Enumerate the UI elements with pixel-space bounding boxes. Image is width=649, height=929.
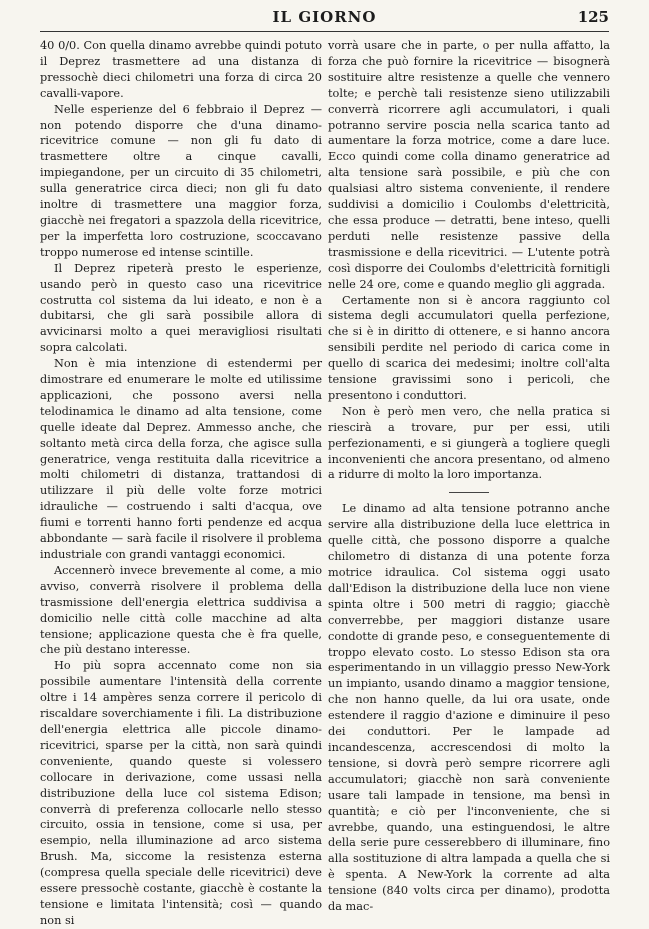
paragraph: Nelle esperienze del 6 febbraio il Deprez — non potendo disporre che d'una dinamo-ricevitrice comune — non gli fu dato di trasmettere oltre a cinque cavalli, impiegandone, per un circuito di 35 chilometri, sulla generatrice circa dieci; non gli fu dato inoltre di trasmettere una maggior forza, giacchè nei fregatori a spazzola della ricevitrice, per la imperfetta loro costruzione, scoccavano troppo numerose ed intense scintille. [40, 102, 322, 259]
running-title: IL GIORNO [272, 8, 377, 26]
paragraph: Ho più sopra accennato come non sia possibile aumentare l'intensità della corrente oltre i 14 ampères senza correre il pericolo di riscaldare soverchiamente i fili. La distribuzione dell'energia elettrica alle piccole dinamo-ricevitrici, sparse per la città, non sarà quindi conveniente, quando queste si volessero collocare in derivazione, come ussasi nella distribuzione della luce col sistema Edison; converrà di preferenza collocarle nello stesso circuito, ossia in tensione, come si usa, per esempio, nella illuminazione ad arco sistema Brush. Ma, siccome la resistenza esterna (compresa quella speciale delle ricevitrici) deve essere pressochè costante, giacchè è costante la tensione e limitata l'intensità; così — quando non si [40, 659, 322, 927]
paragraph: Certamente non si è ancora raggiunto col sistema degli accumulatori quella perfezione, che si è in diritto di ottenere, e si hanno ancora sensibili perdite nel periodo di carica come in quello di scarica dei medesimi; inoltre coll'alta tensione gravissimi sono i pericoli, che presentono i conduttori. [328, 293, 610, 402]
left-column [40, 38, 322, 929]
page-header [40, 8, 609, 30]
paragraph: Non è però men vero, che nella pratica si riescirà a trovare, pur per essi, utili perfezionamenti, e si giungerà a togliere quegli inconvenienti che ancora presentano, od almeno a ridurre di molto la loro importanza. [328, 404, 610, 482]
section-separator [328, 483, 610, 501]
header-rule [40, 31, 609, 32]
page-number: 125 [577, 8, 609, 26]
paragraph: Non è mia intenzione di estendermi per dimostrare ed enumerare le molte ed utilissime applicazioni, che possono aversi nella telodinamica le dinamo ad alta tensione, come quelle ideate dal Deprez. Ammesso anche, che soltanto metà circa della forza, che agisce sulla generatrice, venga restituita dalla ricevitrice a molti chilometri di distanza, trattandosi di utilizzare il più delle volte forze motrici idrauliche — costruendo i salti d'acqua, ove fiumi e torrenti hanno forti pendenze ed acqua abbondante — sarà facile il risolvere il problema industriale con grandi vantaggi economici. [40, 357, 322, 561]
paragraph: Il Deprez ripeterà presto le esperienze, usando però in questo caso una ricevitrice costrutta col sistema da lui ideato, e non è a dubitarsi, che gli sarà possibile allora di avvicinarsi molto a quei meravigliosi risultati sopra calcolati. [40, 261, 322, 355]
paragraph: vorrà usare che in parte, o per nulla affatto, la forza che può fornire la ricevitrice — bisognerà sostituire altre resistenze a quelle che vennero tolte; e perchè tali resistenze sieno utilizzabili converrà ricorrere agli accumulatori, i quali potranno servire poscia nella scarica tanto ad aumentare la forza motrice, come a dare luce. Ecco quindi come colla dinamo generatrice ad alta tensione sarà possibile, e più che con qualsiasi altro sistema conveniente, il rendere suddivisi a domicilio i Coulombs d'elettricità, che essa produce — detratti, bene inteso, quelli perduti nelle resistenze passive della trasmissione e della ricevitrici. — L'utente potrà così disporre dei Coulombs d'elettricità fornitigli nelle 24 ore, come e quando meglio gli aggrada. [328, 39, 610, 291]
paragraph: 40 0/0. Con quella dinamo avrebbe quindi potuto il Deprez trasmettere ad una distanza di pressochè dieci chilometri una forza di circa 20 cavalli-vapore. [40, 39, 322, 100]
right-column [328, 38, 610, 915]
paragraph: Le dinamo ad alta tensione potranno anche servire alla distribuzione della luce elettrica in quelle città, che possono disporre a qualche chilometro di distanza di una potente forza motrice idraulica. Col sistema oggi usato dall'Edison la distribuzione della luce non viene spinta oltre i 500 metri di raggio; giacchè converrebbe, per maggiori distanze usare condotte di grande peso, e conseguentemente di troppo elevato costo. Lo stesso Edison sta ora esperimentando in un villaggio presso New-York un impianto, usando dinamo a maggior tensione, che non hanno quelle, da lui ora usate, onde estendere il raggio d'azione e diminuire il peso dei conduttori. Per le lampade ad incandescenza, accrescendosi di molto la tensione, si dovrà però sempre ricorrere agli accumulatori; giacchè non sarà conveniente usare tali lampade in tensione, ma bensì in quantità; e ciò per l'inconveniente, che si avrebbe, quando, una estinguendosi, le altre della serie pure cesserebbero di illuminare, fino alla sostituzione di altra lampada a quella che si è spenta. A New-York la corrente ad alta tensione (840 volts circa per dinamo), prodotta da mac- [328, 502, 610, 914]
paragraph: Accennerò invece brevemente al come, a mio avviso, converrà risolvere il problema della trasmissione dell'energia elettrica suddivisa a domicilio nelle città colle macchine ad alta tensione; applicazione questa che è fra quelle, che più destano interesse. [40, 563, 322, 657]
